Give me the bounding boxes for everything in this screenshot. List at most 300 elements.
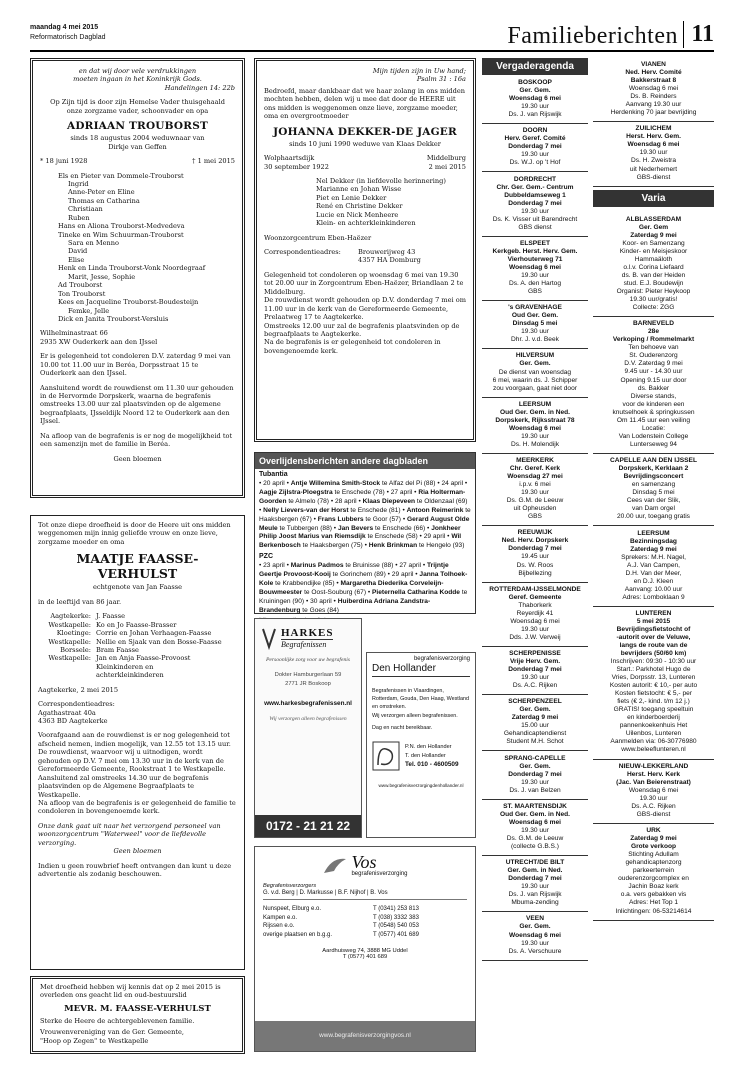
paragraph: Na de begrafenis is er gelegenheid tot condoleren in bovengenoemde kerk. (264, 338, 441, 355)
family-member: René en Christine Dekker (316, 202, 403, 211)
right-line: Inlichtingen: 06-53214614 (615, 907, 692, 915)
entry-name: Wil Berkenbosch (259, 533, 462, 550)
agenda-line: Dorpskerk, Rijksstraat 78 (495, 416, 575, 424)
right-line: Uilenbos, Lunteren (625, 730, 682, 738)
corr-label: Correspondentieadres: (38, 700, 115, 709)
vos-phone: T (038) 3332 383 (373, 914, 419, 921)
right-line: Adres: Lomboklaan 9 (622, 593, 685, 601)
right-line: Zaterdag 9 mei (630, 231, 677, 239)
agenda-line: Thaborkerk (518, 601, 552, 609)
agenda-line: 19.30 uur (521, 207, 549, 215)
obituary-entry: • 24 april • Aagje Zijlstra-Ploegstra te Enschede (78) (259, 479, 468, 496)
entry-name: Ria Holterman-Goorden (259, 488, 466, 505)
deceased-name: ADRIAAN TROUBORST (66, 120, 209, 133)
agenda-line: Ds. W. Roos (516, 561, 554, 569)
entry-name: Marinus Padmos (290, 561, 344, 569)
agenda-line: Chr. Ger. Gem.- Centrum (496, 183, 574, 191)
place-date: Aagtekerke, 2 mei 2015 (38, 685, 119, 694)
entry-name: Huiberdina Adriana Zandstra-Brandenburg (259, 597, 431, 614)
right-line: Ger. Gem (638, 223, 669, 231)
agenda-line: DORDRECHT (513, 175, 557, 183)
family-place (38, 671, 96, 679)
agenda-line: Herv. Geref. Comité (504, 135, 566, 143)
family-member: Piet en Lenie Dekker (316, 193, 387, 202)
agenda-line: Woensdag 6 mei (509, 263, 561, 271)
right-line: Start.: Parkhotel Hugo de (616, 666, 691, 674)
paper-tag: PZC (259, 553, 273, 561)
right-item (593, 824, 714, 920)
agenda-line: Ds. A. den Hartog (508, 280, 562, 287)
dh-phone: Tel. 010 - 4600509 (405, 760, 459, 768)
family-list (264, 177, 466, 228)
right-line: Woensdag 6 mei (627, 141, 680, 149)
entry-name: Antje Willemina Smith-Stock (290, 479, 381, 487)
family-member: Ton Trouborst (58, 289, 106, 298)
verse-line: en dat wij door vele verdrukkingen (78, 67, 197, 75)
obituary-faasse-association (30, 976, 245, 1054)
right-line: ds. Bakker (637, 384, 670, 392)
ad-harkes (254, 618, 362, 838)
entry-date: 23 april (263, 561, 285, 569)
agenda-line: Ger. Gem. (519, 923, 551, 931)
paragraph: De rouwdienst wordt gehouden op D.V. donderdag 7 mei om 11.00 uur in de kerk van de Gereformeerde Gemeente, Prelaatweg 17 te Aagtekerke. (264, 296, 466, 322)
agenda-line: De dienst van woensdag (498, 368, 572, 376)
right-line: VIANEN (641, 61, 666, 68)
entry-place: te Alfaz del Pi (88) (381, 479, 436, 487)
right-line: Opening 9.15 uur door (620, 376, 687, 384)
right-line: Herst. Herv. Kerk (626, 770, 681, 778)
agenda-item (482, 695, 588, 751)
dh-text: Dag en nacht bereikbaar. (372, 725, 433, 732)
right-line: o.a. vers gebakken vis (620, 891, 687, 899)
right-line: Stichting Adullam (628, 851, 679, 859)
agenda-line: Ds. J. van Rijswijk (508, 111, 562, 119)
right-line: D.H. Van der Meer, (625, 569, 682, 577)
family-member: Els en Pieter van Dommele-Trouborst (58, 171, 184, 180)
agenda-item (482, 583, 588, 647)
right-line: Hammaäloth (634, 255, 673, 263)
family-name: J. Faasse (96, 612, 125, 621)
entry-date: 30 april (310, 597, 332, 605)
entry-date: 20 april (263, 479, 285, 487)
entry-place: te Enschede (66) (374, 524, 426, 532)
entry-name: Aagje Zijlstra-Ploegstra (259, 488, 333, 496)
corr-line: Agathastraat 40a (38, 708, 96, 717)
entry-date: 29 april (391, 570, 414, 578)
agenda-line: Ger. Gem. (519, 762, 551, 770)
family-list (40, 172, 235, 324)
entry-place: te Oldenzaal (69) (416, 497, 468, 505)
entry-date: 27 april (399, 561, 422, 569)
right-line: bevrijders (50/60 km) (620, 650, 687, 658)
agenda-item (482, 856, 588, 912)
corr-address (358, 248, 421, 265)
agenda-line: GBS (528, 513, 542, 521)
right-line: D.V. Zaterdag 9 mei (624, 360, 683, 368)
right-line: uit Nederhemert (629, 165, 678, 173)
agenda-line: Ger. Gem. (519, 87, 551, 95)
family-member: Hans en Aliona Trouborst-Medvedeva (58, 222, 185, 231)
agenda-line: Ger. Gem. in Ned. (507, 867, 563, 875)
agenda-line: Ger. Gem. (519, 360, 551, 368)
birth-place: Wolphaartsdijk (264, 154, 315, 163)
entry-place: te Enschede (78) (334, 488, 385, 496)
right-line: parkeerterrein (632, 867, 675, 875)
dh-kicker: begrafenisverzorging (413, 656, 470, 662)
right-line: en kinderboerderij (627, 714, 680, 722)
family-member (38, 646, 237, 654)
vos-phone: T (0548) 540 053 (373, 923, 419, 930)
agenda-item (482, 398, 588, 454)
agenda-item (482, 752, 588, 800)
entry-name: Frans Lubbers (317, 515, 364, 523)
right-line: Woensdag 6 mei (628, 786, 679, 794)
intro-paragraph: Met droefheid hebben wij kennis dat op 2 mei 2015 is overleden ons geacht lid en oud-bestuurslid (40, 983, 221, 1000)
agenda-line: Oud Ger. Gem. in Ned. (500, 810, 570, 818)
entry-name: Nelly Lievers-van der Horst (263, 506, 349, 514)
agenda-line: (collecte G.B.S.) (510, 843, 559, 850)
agenda-line: zou voorgaan, gaat niet door (493, 384, 577, 392)
dh-person: T. den Hollander (405, 752, 446, 759)
paragraph: Aansluitend zal omstreeks 14.30 uur de begrafenis plaatsvinden op de Algemene Begraafplaats te Westkapelle. (38, 773, 209, 799)
intro-line: Op Zijn tijd is door zijn Hemelse Vader thuisgehaald (50, 98, 225, 107)
right-line: CAPELLE AAN DEN IJSSEL (610, 457, 697, 465)
agenda-line: MEERKERK (516, 457, 554, 464)
address-line: 2935 XW Ouderkerk aan den IJssel (40, 337, 158, 346)
dh-person: P.N. den Hollander (405, 744, 452, 751)
intro-paragraph: Bedroefd, maar dankbaar dat we haar zolang in ons midden mochten hebben, delen wij u mee dat door de HEERE uit ons midden is weggenomen onze lieve, zorgzame moeder, oma en overgrootmoeder (264, 86, 465, 121)
right-line: Bevrijdingsfietstocht of (616, 626, 691, 633)
obituary-entry: • 27 april • Trijntje Geertje Provoost-Kooij te Gorinchem (89) (259, 561, 449, 578)
page-number: 11 (683, 21, 714, 48)
obituary-entry: • Jan Bevers te Enschede (66) (333, 524, 426, 532)
agenda-line: Vierhouterweg 71 (507, 255, 563, 263)
right-line: Cees van der Slik, (626, 497, 681, 505)
right-line: Ten behoeve van (628, 344, 679, 352)
agenda-line: 19.30 uur (521, 826, 549, 834)
family-member: Sara en Menno (68, 239, 119, 247)
agenda-line: DOORN (522, 127, 548, 135)
entry-place: te Gorinchem (89) (332, 570, 386, 578)
right-line: St. Ouderenzorg (629, 352, 678, 360)
birth-date: 30 september 1922 (264, 162, 329, 171)
paragraph: Er is gelegenheid tot condoleren D.V. zaterdag 9 mei van 10.00 tot 11.00 uur in Beréa, Dorpsstraat 15 te Ouderkerk aan den IJssel. (40, 352, 231, 378)
right-line: 19.30 uur/gratis! (629, 296, 678, 303)
entry-place: te Goes (84) (302, 606, 339, 614)
address-line: Dokter Hamburgerlaan 59 (274, 672, 342, 678)
vos-url[interactable]: www.begrafenisverzorgingvos.nl (255, 1021, 475, 1051)
dh-url[interactable]: www.begrafenisverzorgingdenhollander.nl (378, 783, 464, 789)
verse-reference: Handelingen 14: 22b (164, 83, 235, 92)
right-line: pannenkoekenhuis Het (619, 722, 688, 730)
agenda-line: Donderdag 7 mei (508, 666, 562, 674)
right-line: BARNEVELD (632, 320, 675, 328)
family-member: Elise (68, 255, 85, 264)
vos-staff-label: Begrafenisverzorgers (263, 883, 317, 889)
dh-text: Begrafenissen in Vlaardingen, Rotterdam, Gouda, Den Haag, Westland en omstreken. (372, 688, 469, 711)
harkes-url[interactable]: www.harkesbegrafenissen.nl (264, 700, 352, 708)
corr-line: 4363 BD Aagtekerke (38, 717, 108, 725)
obituary-entry: • 20 april • Antje Willemina Smith-Stock te Alfaz del Pi (88) (259, 479, 436, 487)
paragraph: Na afloop van de begrafenis is er nog de mogelijkheid tot een samenzijn met de familie in Beréa. (40, 431, 233, 449)
entry-name: Janna Tolhoek-Kole (259, 570, 468, 587)
obituary-list (255, 562, 475, 616)
right-item (593, 213, 714, 317)
varia-title: Varia (593, 190, 714, 207)
family-member: Anne-Peter en Eline (68, 188, 135, 197)
intro-paragraph: Tot onze diepe droefheid is door de Heere uit ons midden weggenomen mijn innig geliefde vrouw en onze lieve, zorgzame moeder en oma (38, 521, 231, 546)
family-member: Ad Trouborst (58, 281, 103, 290)
verse-reference: Psalm 31 : 16a (416, 75, 466, 84)
agenda-item (482, 124, 588, 172)
agenda-line: Donderdag 7 mei (508, 545, 562, 553)
right-item (593, 760, 714, 824)
right-line: Kosten autorit: € 10,- per auto (609, 682, 698, 690)
agenda-line: uit Opheusden (513, 505, 557, 513)
agenda-line: HILVERSUM (515, 352, 555, 360)
agenda-line: Dhr. J. v.d. Beek (511, 336, 559, 344)
harkes-name: HARKES (281, 627, 334, 639)
vos-location (263, 922, 467, 931)
right-line: voor de kinderen een (622, 400, 685, 408)
obituary-entry: • 30 april • Huiberdina Adriana Zandstra-Brandenburg te Goes (84) (259, 597, 431, 614)
family-member (38, 629, 237, 637)
signature-line: "Hoop op Zegen" te Westkapelle (40, 1036, 149, 1045)
vos-place: Nunspeet, Elburg e.o. (263, 906, 322, 912)
family-member: Klein- en achterkleinkinderen (316, 219, 416, 228)
right-line: Ds. H. Zweistra (630, 157, 677, 165)
family-place (38, 663, 96, 671)
family-name: Corrie en Johan Verhaagen-Faasse (96, 629, 212, 638)
right-line: Bevrijdingsconcert (623, 473, 684, 481)
agenda-line: Ds. H. Molendijk (510, 440, 559, 448)
dh-name: Den Hollander (372, 663, 470, 677)
age-line: in de leeftijd van 86 jaar. (38, 597, 122, 606)
agenda-line: Woensdag 6 mei (509, 931, 561, 939)
deceased-name: MAATJE FAASSE-VERHULST (76, 551, 199, 582)
spouse-line: Dirkje van Geffen (108, 142, 167, 151)
family-member: Lucie en Nick Menheere (316, 210, 399, 219)
entry-name: Gerard August Olde Meule (259, 515, 470, 532)
agenda-line: Ds. G.M. de Leeuw (506, 497, 564, 505)
newspaper-name: Reformatorisch Dagblad (30, 34, 106, 41)
obituary-entry: • Antoon Reimerink te Haaksbergen (67) (259, 506, 471, 523)
right-line: Adres: Het Top 1 (629, 899, 678, 907)
right-line: A.J. Van Campen, (626, 561, 681, 569)
vos-location (263, 931, 467, 940)
entry-name: Jonkheer Philip Joost Marius van Riemsdijk (259, 524, 461, 541)
harkes-sub: Begrafenissen (281, 639, 333, 649)
right-item (593, 58, 714, 122)
agenda-line: Gehandicaptendienst (503, 730, 567, 738)
right-line: GRATIS! toegang speeltuin (613, 706, 694, 714)
deceased-name: JOHANNA DEKKER-DE JAGER (273, 125, 457, 138)
harkes-address (267, 671, 349, 688)
vos-name: Vos (351, 852, 377, 872)
obituary-faasse (30, 515, 245, 970)
harkes-mark-icon (261, 627, 277, 649)
right-line: Aanvang: 10.00 uur (624, 585, 683, 593)
agenda-line: Oud Ger. Gem. in Ned. (500, 408, 570, 416)
corr-label: Correspondentieadres: (264, 248, 341, 256)
entry-name: Pieternella Catharina Kodde (372, 588, 460, 596)
right-line: en samenzang (631, 481, 676, 489)
corr-line: Brouwerijweg 43 (358, 248, 416, 256)
right-line: Inschrijven: 09:30 - 10:30 uur (610, 658, 697, 666)
agenda-line: SCHERPENISSE (509, 650, 561, 658)
agenda-line: 19.45 uur (521, 553, 549, 561)
agenda-line: UTRECHT/DE BILT (505, 859, 565, 867)
harkes-tag: Wij verzorgen alleen begrafenissen (269, 716, 347, 723)
spouse-line: sinds 18 augustus 2004 weduwnaar van (70, 134, 205, 143)
agenda-item (482, 647, 588, 695)
agenda-item (482, 800, 588, 856)
right-line: Herst. Herv. Gem. (626, 133, 681, 141)
entry-place: te Oost-Souburg (67) (304, 588, 367, 596)
agenda-line: 19.30 uur (521, 432, 549, 440)
right-line: ds. B. van der Heiden (621, 271, 686, 279)
agenda-line: Ds. J. van Rijswijk (508, 891, 562, 899)
entry-name: Jan Bevers (337, 524, 374, 532)
family-name: achterkleinkinderen (96, 671, 164, 680)
other-papers-obituaries (254, 452, 476, 614)
obituary-entry: • 29 april • Wil Berkenbosch te Haaksbergen (75) (259, 533, 462, 550)
agenda-item (482, 76, 588, 124)
right-line: Aanvang 19.30 uur (625, 101, 682, 109)
vos-staff: G. v.d. Berg | D. Markusse | B.F. Nijhof | B. Vos (263, 890, 467, 900)
right-line: Zaterdag 9 mei (630, 835, 677, 843)
home-line: Woonzorgcentrum Eben-Haëzer (264, 233, 372, 242)
family-member: Tineke en Wim Schuurman-Trouborst (58, 230, 184, 239)
right-item (593, 607, 714, 760)
right-line: Collecte: ZGG (632, 304, 675, 312)
family-name: Ko en Jo Faasse-Brasser (96, 620, 177, 629)
right-line: Locatie: (641, 424, 666, 432)
vos-address: Aardhuisweg 74, 3888 MG Uddel (322, 947, 408, 954)
agenda-line: Woensdag 27 mei (507, 473, 563, 481)
right-line: Zaterdag 9 mei (630, 545, 677, 553)
life-places (264, 154, 466, 162)
family-member (38, 654, 237, 662)
right-line: Kosten fietstocht: € 5,- per (615, 690, 692, 698)
agenda-line: Donderdag 7 mei (508, 875, 562, 883)
dh-monogram-icon (372, 741, 400, 771)
vos-place: overige plaatsen en b.g.g. (263, 932, 333, 939)
agenda-item (482, 237, 588, 301)
right-line: stud. E.J. Boudewijn (623, 279, 684, 287)
text-line: Sterke de Heere de achtergeblevenen familie. (40, 1016, 195, 1025)
death-date: † 1 mei 2015 (192, 157, 235, 166)
obituary-trouborst (30, 58, 245, 498)
agenda-line: GBS dienst (518, 223, 552, 231)
correspondence (264, 248, 466, 265)
agenda-item (482, 173, 588, 237)
vos-sub: begrafenisverzorging (351, 871, 408, 877)
dh-contact (372, 741, 470, 771)
paragraph: Gelegenheid tot condoleren op woensdag 6 mei van 19.30 tot 20.00 uur in Zorgcentrum Eben-Haëzer, Briandlaan 2 te Middelburg. (264, 270, 464, 296)
right-line: 19.30 uur (639, 794, 668, 802)
entry-date: 24 april (441, 479, 464, 487)
leaf-ornament-icon (322, 855, 348, 875)
obituary-list (255, 480, 475, 552)
family-member: Henk en Linda Trouborst-Vonk Noordegraaf (58, 264, 206, 273)
entry-name: Henk Brinkman (368, 542, 418, 550)
agenda-item (482, 349, 588, 397)
obituary-entry: • Frans Lubbers te Goor (57) (313, 515, 401, 523)
entry-place: te Tubbergen (88) (279, 524, 332, 532)
harkes-slogan: Persoonlijke zorg voor uw begrafenis (265, 657, 350, 663)
verse-line: moeten ingaan in het Koninkrijk Gods. (73, 75, 202, 84)
box-title: Overlijdensberichten andere dagbladen (255, 453, 475, 469)
entry-place: te Bruinisse (88) (345, 561, 394, 569)
right-line: van Dam orgel (632, 505, 675, 513)
agenda-title: Vergaderagenda (482, 58, 588, 75)
agenda-line: Ds. G.M. de Leeuw (506, 834, 564, 842)
right-line: o.l.v. Corina Liefaard (623, 263, 684, 271)
obituary-entry: • Jonkheer Philip Joost Marius van Riemsdijk te Enschede (58) (259, 524, 461, 541)
vos-place: Rijssen e.o. (263, 923, 295, 930)
right-line: 9.45 uur - 14.30 uur (624, 368, 683, 376)
agenda-line: GBS (528, 288, 542, 296)
right-line: GBS-dienst (636, 811, 671, 819)
right-line: Koor- en Samenzang (622, 239, 685, 247)
family-place: Aagtekerke: (50, 612, 91, 621)
family-member: Marit, Jesse, Sophie (68, 272, 136, 281)
intro-line: onze zorgzame vader, schoonvader en opa (66, 106, 209, 115)
family-member: Ruben (68, 213, 90, 222)
vos-place: Kampen e.o. (263, 914, 298, 921)
entry-place: te Kruiningen (90) (259, 588, 468, 605)
agenda-line: Ger. Gem. (519, 706, 551, 714)
agenda-line: REEUWIJK (517, 529, 553, 537)
birth-date: * 18 juni 1928 (40, 157, 88, 166)
agenda-line: 19.30 uur (521, 271, 549, 279)
agenda-line: VEEN (526, 915, 544, 923)
family-name: Kleinkinderen en (96, 662, 154, 671)
agenda-line: Ds. K. Visser uit Barendrecht (492, 215, 578, 223)
death-date: 2 mei 2015 (428, 162, 466, 171)
agenda-line: Reyerdijk 41 (516, 609, 554, 617)
family-member (38, 612, 237, 620)
right-line: Bakkerstraat 8 (630, 77, 677, 85)
agenda-line: ST. MAARTENSDIJK (503, 802, 567, 810)
entry-place: te Enschede (58) (367, 533, 418, 541)
agenda-line: Bijbellezing (518, 569, 552, 577)
right-line: -autorit over de Veluwe, (616, 634, 691, 642)
agenda-line: Woensdag 6 mei (509, 424, 561, 432)
paragraph: Voorafgaand aan de rouwdienst is er nog gelegenheid tot afscheid nemen, indien mogelijk, van 12.55 tot 13.15 uur. De rouwdienst, waarvoor wij u uitnodigen, wordt gehouden op D.V. 7 mei om 13.30 uur in de kerk van de Gereformeerde Gemeente, Rookstraat 1 te Westkapelle. (38, 731, 231, 774)
agenda-line: 19.30 uur (521, 778, 549, 786)
agenda-line: Mbuma-zending (511, 899, 559, 907)
family-member: Ingrid (68, 179, 89, 188)
agenda-item (482, 526, 588, 582)
obituary-entry: • Gerard August Olde Meule te Tubbergen (88) (259, 515, 470, 532)
right-line: Kinder- en Meisjeskoor (619, 247, 688, 255)
agenda-line: Ds. A. Verschuure (508, 947, 562, 955)
vos-location (263, 905, 467, 914)
agenda-line: Ds. W.J. op 't Hof (509, 159, 561, 167)
family-place: Borssele: (60, 645, 91, 654)
entry-place: te Haaksbergen (67) (259, 506, 471, 523)
agenda-line: Kerkgeb. Herst. Herv. Gem. (492, 247, 578, 255)
obituary-entry: • 29 april • Janna Tolhoek-Kole te Krabbendijke (85) (259, 570, 468, 587)
right-line: Organist: Pieter Heykoop (616, 287, 691, 295)
address-line: 2771 JR Boskoop (285, 680, 331, 687)
agenda-line: Ds. J. van Belzen (509, 786, 561, 794)
death-place: Middelburg (426, 154, 466, 163)
agenda-line: Woensdag 6 mei (509, 95, 561, 103)
right-line: Sprekers: M.H. Nagel, (621, 553, 686, 561)
